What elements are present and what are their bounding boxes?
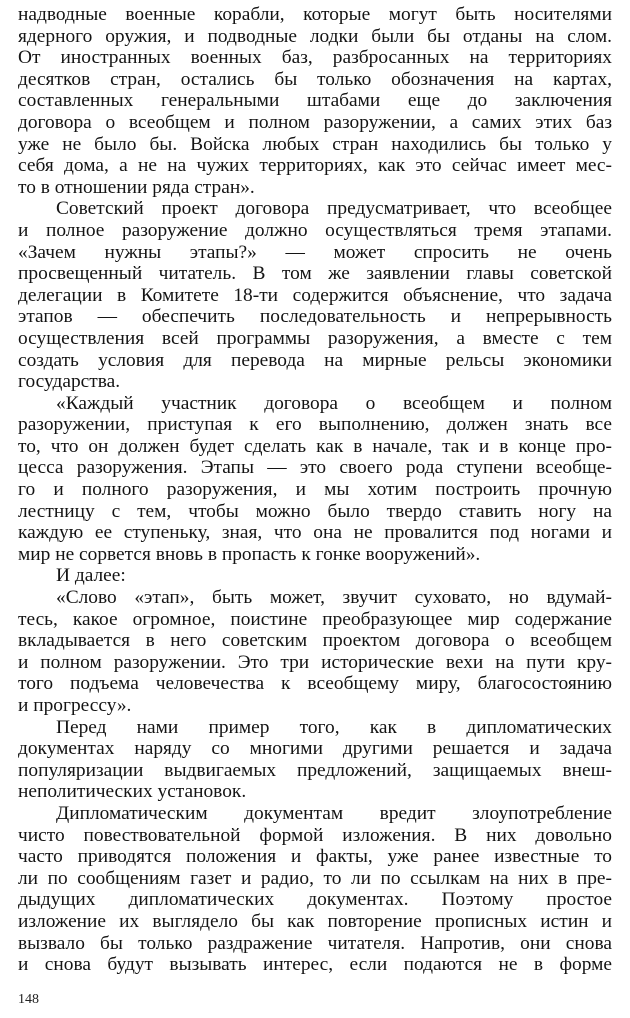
paragraph xyxy=(18,198,612,392)
text-line: создать условия для перевода на мирные рельсы экономики xyxy=(18,349,612,371)
paragraph xyxy=(18,393,612,566)
text-line: уже не было бы. Войска любых стран находились бы только у xyxy=(18,133,612,155)
text-line: ядерного оружия, и подводные лодки были бы отданы на слом. xyxy=(18,25,612,47)
paragraph xyxy=(18,587,612,717)
text-line: того подъема человечества к всеобщему миру, благосостоянию xyxy=(18,673,612,695)
text-line: этапов — обеспечить последовательность и непрерывность xyxy=(18,306,612,328)
text-line: От иностранных военных баз, разбросанных на территориях xyxy=(18,47,612,69)
text-line: ли по сообщениям газет и радио, то ли по ссылкам на них в пре- xyxy=(18,867,612,889)
text-line: каждую ее ступеньку, зная, что она не провалится под ногами и xyxy=(18,522,612,544)
text-line: договора о всеобщем и полном разоружении, а самих этих баз xyxy=(18,111,612,133)
text-line: «Слово «этап», быть может, звучит суховато, но вдумай- xyxy=(56,587,612,609)
text-line: и полное разоружение должно осуществляться тремя этапами. xyxy=(18,219,612,241)
text-line: го и полного разоружения, и мы хотим построить прочную xyxy=(18,479,612,501)
paragraph xyxy=(18,565,612,587)
text-line: десятков стран, остались бы только обозначения на картах, xyxy=(18,68,612,90)
text-line: государства. xyxy=(18,371,121,393)
text-line: Советский проект договора предусматривает, что всеобщее xyxy=(56,198,612,220)
text-line: И далее: xyxy=(56,565,126,587)
text-line: лестницу с тем, чтобы можно было твердо ставить ногу на xyxy=(18,500,612,522)
text-line: неполитических установок. xyxy=(18,781,247,803)
page-number: 148 xyxy=(18,992,39,1007)
text-line: надводные военные корабли, которые могут быть носителями xyxy=(18,4,612,25)
text-line: чисто повествовательной формой изложения. В них довольно xyxy=(18,824,612,846)
text-line: то, что он должен будет сделать как в начале, так и в конце про- xyxy=(18,435,612,457)
text-line: и снова будут вызывать интерес, если подаются не в форме xyxy=(18,954,612,976)
paragraph xyxy=(18,717,612,803)
text-line: мир не сорвется вновь в пропасть к гонке вооружений». xyxy=(18,543,481,565)
text-line: дыдущих дипломатических документах. Поэтому простое xyxy=(18,889,612,911)
text-line: осуществления всей программы разоружения, а вместе с тем xyxy=(18,327,612,349)
text-line: цесса разоружения. Этапы — это своего рода ступени всеобще- xyxy=(18,457,612,479)
text-line: Перед нами пример того, как в дипломатических xyxy=(56,716,612,738)
text-line: документах наряду со многими другими решается и задача xyxy=(18,738,612,760)
text-line: просвещенный читатель. В том же заявлении главы советской xyxy=(18,263,612,285)
text-line: тесь, какое огромное, поистине преобразующее мир содержание xyxy=(18,608,612,630)
text-line: «Зачем нужны этапы?» — может спросить не очень xyxy=(18,241,612,263)
text-line: разоружении, приступая к его выполнению, должен знать все xyxy=(18,414,612,436)
paragraph xyxy=(18,803,612,976)
text-line: «Каждый участник договора о всеобщем и полном xyxy=(56,392,612,414)
text-line: делегации в Комитете 18-ти содержится объяснение, что задача xyxy=(18,284,612,306)
text-line: и полном разоружении. Это три исторические вехи на пути кру- xyxy=(18,651,612,673)
text-line: вкладывается в него советским проектом договора о всеобщем xyxy=(18,630,612,652)
text-line: вызвало бы только раздражение читателя. Напротив, они снова xyxy=(18,932,612,954)
text-line: составленных генеральными штабами еще до заключения xyxy=(18,90,612,112)
text-line: себя дома, а не на чужих территориях, как это сейчас имеет мес- xyxy=(18,155,612,177)
text-line: изложение их выглядело бы как повторение прописных истин и xyxy=(18,910,612,932)
text-line: то в отношении ряда стран». xyxy=(18,176,255,198)
paragraph xyxy=(18,4,612,198)
text-line: Дипломатическим документам вредит злоупотребление xyxy=(56,802,612,824)
text-line: часто приводятся положения и факты, уже ранее известные то xyxy=(18,846,612,868)
text-line: и прогрессу». xyxy=(18,695,132,716)
page-body xyxy=(18,4,612,976)
text-line: популяризации выдвигаемых предложений, защищаемых внеш- xyxy=(18,759,612,781)
